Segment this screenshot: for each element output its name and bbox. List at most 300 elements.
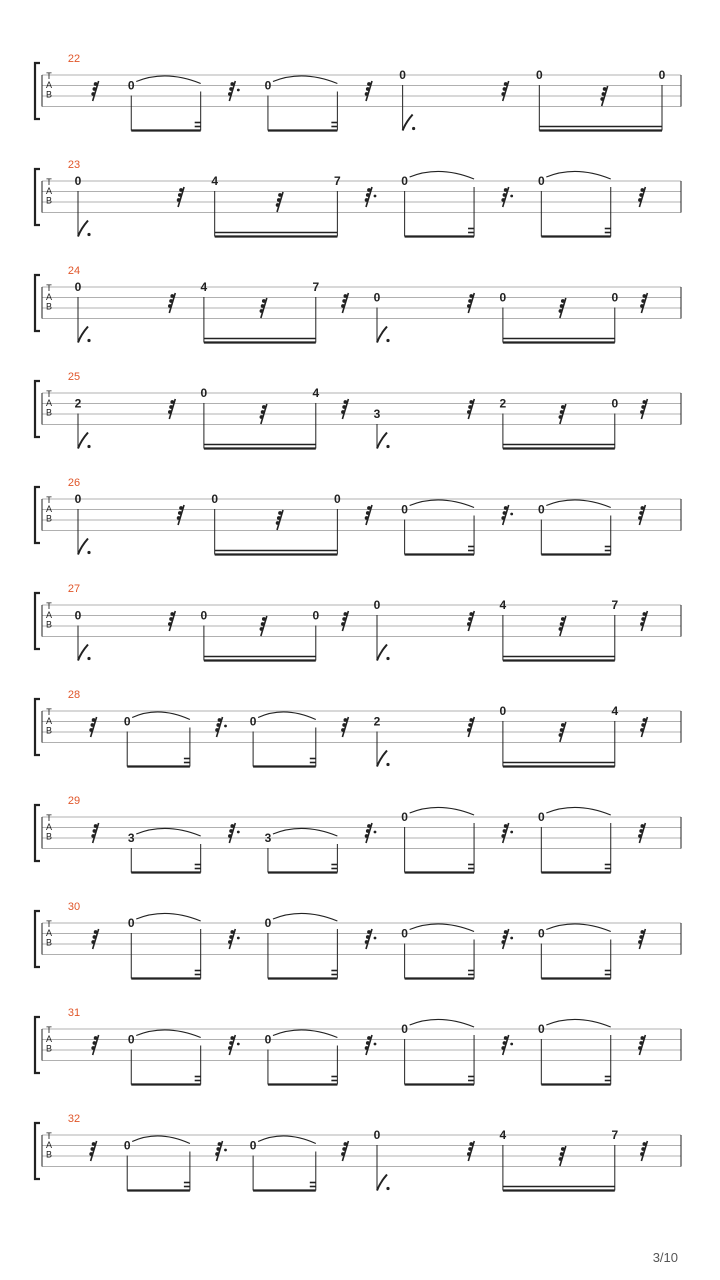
rest-flag (261, 304, 265, 308)
rest-flag (640, 622, 644, 626)
measure-number: 25 (67, 371, 81, 383)
tie-arc (258, 712, 316, 720)
beat (250, 1136, 316, 1191)
beat (91, 81, 98, 101)
fret-number: 0 (373, 1128, 381, 1142)
beat (365, 81, 372, 101)
tab-clef-letter: A (45, 292, 53, 303)
rest-flag (560, 304, 564, 308)
rest-flag (228, 1046, 232, 1050)
rest-flag (276, 521, 280, 525)
fret-number: 0 (401, 174, 408, 188)
fret-number: 0 (127, 1032, 135, 1047)
rest-flag (261, 622, 265, 626)
rest-flag (342, 1147, 346, 1151)
tab-clef-letter: B (45, 619, 53, 630)
beat (365, 187, 377, 207)
beat (341, 293, 348, 313)
tab-system (35, 371, 681, 449)
rest-dot (237, 937, 240, 940)
rest-flag (216, 723, 220, 727)
rest-flag (503, 935, 507, 939)
system-bracket (35, 275, 40, 331)
tab-clef-letter: T (46, 283, 52, 293)
beat (500, 1128, 619, 1191)
fret-number: 7 (611, 598, 619, 612)
rest-flag (504, 82, 508, 86)
fret-number: 0 (537, 926, 545, 941)
rest-flag (177, 516, 181, 520)
rest-flag (640, 1152, 644, 1156)
tie-arc (410, 1019, 474, 1027)
beat (500, 704, 619, 767)
rest-flag (178, 193, 182, 197)
tab-clef-letter: A (45, 1034, 53, 1045)
tab-clef-letter: B (45, 937, 53, 948)
rest-flag (468, 299, 472, 303)
beat (215, 1141, 227, 1161)
rest-flag (228, 92, 232, 96)
rest-flag (641, 1147, 645, 1151)
rest-flag (640, 188, 644, 192)
beat (341, 1141, 348, 1161)
rest-flag (93, 1041, 97, 1045)
fret-number: 2 (74, 396, 82, 411)
tie-arc (136, 828, 200, 836)
rest-flag (638, 198, 642, 202)
system-bracket (35, 1123, 40, 1179)
beat (501, 505, 513, 525)
beat (467, 293, 474, 313)
note-flag (78, 327, 88, 343)
beat (467, 611, 474, 631)
tab-clef-letter: T (46, 919, 52, 929)
rest-flag (642, 612, 646, 616)
note-dot (386, 1187, 389, 1190)
rest-flag (468, 617, 472, 621)
rest-dot (237, 831, 240, 834)
rest-flag (640, 410, 644, 414)
fret-number: 0 (401, 502, 408, 517)
fret-number: 7 (611, 1128, 619, 1142)
tab-clef-letter: T (46, 177, 52, 187)
tab-clef-letter: B (45, 513, 53, 524)
rest-flag (216, 1147, 220, 1151)
measure-number: 30 (67, 901, 81, 913)
fret-number: 0 (401, 926, 408, 941)
tab-clef-letter: A (45, 504, 53, 515)
fret-number: 0 (537, 810, 545, 824)
rest-flag (559, 415, 563, 419)
tab-clef-letter: A (45, 80, 53, 91)
tab-system (35, 53, 681, 131)
rest-flag (365, 198, 369, 202)
fret-number: 3 (373, 407, 381, 421)
note-flag (78, 433, 88, 449)
rest-flag (467, 728, 471, 732)
beat (265, 828, 338, 872)
rest-flag (642, 294, 646, 298)
fret-number: 3 (264, 831, 272, 845)
fret-number: 0 (264, 1032, 272, 1047)
measure-number: 22 (67, 53, 81, 65)
beat (228, 1035, 240, 1055)
tie-arc (273, 828, 337, 836)
note-flag (377, 645, 387, 661)
rest-flag (365, 92, 369, 96)
note-dot (386, 445, 389, 448)
tab-system (35, 159, 681, 237)
rest-flag (277, 516, 281, 520)
rest-flag (602, 92, 606, 96)
beat (75, 397, 91, 449)
rest-flag (230, 824, 234, 828)
beat (75, 174, 91, 237)
rest-flag (94, 1036, 98, 1040)
rest-flag (343, 718, 347, 722)
rest-flag (228, 834, 232, 838)
beat (128, 828, 201, 872)
rest-flag (341, 410, 345, 414)
rest-flag (367, 930, 371, 934)
fret-number: 4 (611, 704, 619, 718)
beat (638, 505, 645, 525)
rest-flag (640, 304, 644, 308)
fret-number: 0 (499, 290, 507, 305)
rest-flag (365, 516, 369, 520)
rest-dot (510, 937, 513, 940)
rest-flag (366, 193, 370, 197)
rest-flag (179, 506, 183, 510)
system-bracket (35, 169, 40, 225)
rest-flag (341, 304, 345, 308)
fret-number: 0 (611, 290, 619, 305)
fret-number: 0 (200, 608, 208, 623)
fret-number: 0 (399, 68, 406, 82)
rest-dot (374, 937, 377, 940)
rest-dot (374, 831, 377, 834)
tie-arc (132, 1136, 190, 1144)
tab-clef-letter: T (46, 71, 52, 81)
tab-clef-letter: A (45, 610, 53, 621)
beat (401, 500, 474, 555)
system-bracket (35, 1017, 40, 1073)
rest-flag (641, 617, 645, 621)
rest-flag (262, 617, 266, 621)
rest-flag (278, 511, 282, 515)
beat (638, 823, 645, 843)
rest-flag (366, 935, 370, 939)
rest-flag (501, 1046, 505, 1050)
rest-flag (94, 82, 98, 86)
rest-flag (341, 728, 345, 732)
rest-flag (560, 622, 564, 626)
rest-flag (642, 400, 646, 404)
fret-number: 0 (74, 608, 82, 623)
beat (640, 717, 647, 737)
rest-flag (559, 309, 563, 313)
measure-number: 23 (67, 159, 81, 171)
note-dot (412, 127, 415, 130)
rest-flag (229, 87, 233, 91)
beat (250, 712, 316, 767)
rest-flag (559, 627, 563, 631)
rest-flag (561, 617, 565, 621)
rest-flag (504, 506, 508, 510)
tab-clef-letter: T (46, 495, 52, 505)
fret-number: 7 (312, 280, 320, 294)
fret-number: 2 (499, 396, 507, 411)
beat (501, 187, 513, 207)
rest-flag (261, 410, 265, 414)
note-dot (386, 657, 389, 660)
beat (467, 717, 474, 737)
beat (640, 1141, 647, 1161)
beat (538, 924, 611, 979)
rest-flag (93, 935, 97, 939)
rest-flag (503, 87, 507, 91)
rest-flag (469, 612, 473, 616)
rest-flag (501, 198, 505, 202)
tab-system (35, 1113, 681, 1191)
rest-flag (501, 92, 505, 96)
tie-arc (273, 913, 337, 921)
beat (501, 929, 513, 949)
fret-number: 0 (200, 386, 208, 400)
rest-flag (92, 1142, 96, 1146)
rest-flag (91, 834, 95, 838)
beat (467, 399, 474, 419)
tab-clef-letter: B (45, 301, 53, 312)
beat (640, 293, 647, 313)
rest-flag (561, 405, 565, 409)
beat (75, 492, 91, 555)
rest-flag (342, 617, 346, 621)
rest-flag (501, 516, 505, 520)
rest-flag (468, 723, 472, 727)
note-flag (78, 539, 88, 555)
measure-number: 28 (67, 689, 81, 701)
tie-arc (546, 807, 610, 815)
fret-number: 0 (537, 174, 545, 188)
system-bracket (35, 805, 40, 861)
beat (75, 609, 91, 661)
tab-clef-letter: B (45, 1043, 53, 1054)
rest-flag (559, 1157, 563, 1161)
rest-flag (642, 718, 646, 722)
rest-flag (503, 1041, 507, 1045)
rest-flag (342, 299, 346, 303)
rest-dot (510, 195, 513, 198)
measure-number: 31 (67, 1007, 81, 1019)
rest-flag (170, 294, 174, 298)
rest-flag (561, 1147, 565, 1151)
tab-clef-letter: T (46, 601, 52, 611)
beat (374, 715, 390, 767)
rest-dot (510, 831, 513, 834)
rest-flag (467, 622, 471, 626)
tab-clef-letter: B (45, 1149, 53, 1160)
rest-flag (91, 92, 95, 96)
rest-flag (169, 299, 173, 303)
fret-number: 3 (127, 831, 135, 845)
beat (341, 717, 348, 737)
rest-flag (504, 1036, 508, 1040)
beat (500, 291, 619, 343)
rest-flag (639, 511, 643, 515)
rest-flag (640, 930, 644, 934)
rest-flag (469, 1142, 473, 1146)
rest-flag (93, 87, 97, 91)
note-flag (377, 751, 387, 767)
rest-flag (218, 718, 222, 722)
tie-arc (132, 712, 190, 720)
rest-flag (467, 304, 471, 308)
rest-flag (343, 294, 347, 298)
tab-clef-letter: T (46, 1025, 52, 1035)
rest-flag (94, 930, 98, 934)
rest-flag (169, 617, 173, 621)
note-flag (377, 433, 387, 449)
rest-flag (89, 728, 93, 732)
rest-dot (237, 1043, 240, 1046)
rest-flag (367, 506, 371, 510)
rest-flag (504, 930, 508, 934)
tab-clef-letter: B (45, 831, 53, 842)
note-dot (386, 763, 389, 766)
rest-flag (560, 410, 564, 414)
rest-flag (638, 516, 642, 520)
measure-number: 32 (67, 1113, 81, 1125)
beat (215, 717, 227, 737)
rest-flag (278, 193, 282, 197)
rest-flag (641, 405, 645, 409)
rest-dot (237, 89, 240, 92)
tab-clef-letter: T (46, 813, 52, 823)
system-bracket (35, 699, 40, 755)
tab-clef-letter: B (45, 195, 53, 206)
rest-flag (503, 511, 507, 515)
tie-arc (546, 500, 610, 508)
rest-flag (168, 622, 172, 626)
tie-arc (258, 1136, 316, 1144)
fret-number: 0 (127, 916, 135, 930)
beat (365, 1035, 377, 1055)
tie-arc (410, 500, 474, 508)
rest-flag (341, 622, 345, 626)
fret-number: 4 (499, 598, 507, 612)
tab-system (35, 583, 681, 661)
beat (177, 505, 184, 525)
tab-system (35, 265, 681, 343)
tab-clef-letter: B (45, 407, 53, 418)
fret-number: 0 (211, 492, 219, 506)
rest-flag (469, 718, 473, 722)
tie-arc (136, 76, 200, 84)
fret-number: 2 (373, 714, 381, 729)
page-number: 3/10 (652, 1250, 678, 1265)
rest-flag (341, 1152, 345, 1156)
tab-system (35, 901, 681, 979)
fret-number: 0 (373, 290, 381, 305)
rest-flag (366, 511, 370, 515)
rest-flag (600, 97, 604, 101)
rest-flag (366, 829, 370, 833)
beat (228, 81, 240, 101)
beat (201, 386, 320, 449)
rest-flag (638, 1046, 642, 1050)
rest-flag (91, 1147, 95, 1151)
system-bracket (35, 63, 40, 119)
tie-arc (136, 1030, 200, 1038)
beat (365, 505, 372, 525)
system-bracket (35, 487, 40, 543)
note-dot (87, 233, 90, 236)
rest-flag (230, 82, 234, 86)
beat (124, 712, 190, 767)
beat (638, 187, 645, 207)
rest-flag (638, 940, 642, 944)
rest-flag (639, 193, 643, 197)
beat (365, 929, 377, 949)
rest-flag (276, 203, 280, 207)
rest-dot (374, 1043, 377, 1046)
rest-flag (178, 511, 182, 515)
beat (211, 492, 341, 555)
system-bracket (35, 381, 40, 437)
rest-flag (640, 506, 644, 510)
beat (401, 924, 474, 979)
rest-flag (640, 728, 644, 732)
beat (124, 1136, 190, 1191)
rest-flag (343, 612, 347, 616)
fret-number: 0 (123, 1138, 131, 1153)
rest-flag (170, 612, 174, 616)
rest-flag (504, 824, 508, 828)
rest-flag (230, 1036, 234, 1040)
rest-flag (468, 1147, 472, 1151)
system-bracket (35, 593, 40, 649)
fret-number: 0 (334, 492, 341, 506)
measure-number: 27 (67, 583, 81, 595)
beat (536, 68, 666, 131)
beat (168, 399, 175, 419)
tab-system (35, 795, 681, 873)
fret-number: 0 (537, 502, 545, 517)
beat (500, 598, 619, 661)
fret-number: 0 (499, 704, 507, 718)
rest-flag (260, 627, 264, 631)
fret-number: 4 (499, 1128, 507, 1142)
tab-clef-letter: T (46, 389, 52, 399)
tab-system (35, 1007, 681, 1085)
note-dot (87, 445, 90, 448)
rest-flag (501, 940, 505, 944)
beat (91, 929, 98, 949)
fret-number: 0 (312, 608, 320, 623)
fret-number: 7 (334, 174, 341, 188)
fret-number: 0 (74, 174, 82, 188)
beat (374, 1128, 390, 1191)
rest-flag (561, 723, 565, 727)
rest-flag (467, 410, 471, 414)
rest-flag (561, 299, 565, 303)
rest-flag (467, 1152, 471, 1156)
fret-number: 0 (611, 396, 619, 411)
beat (177, 187, 184, 207)
rest-flag (91, 723, 95, 727)
note-flag (78, 645, 88, 661)
